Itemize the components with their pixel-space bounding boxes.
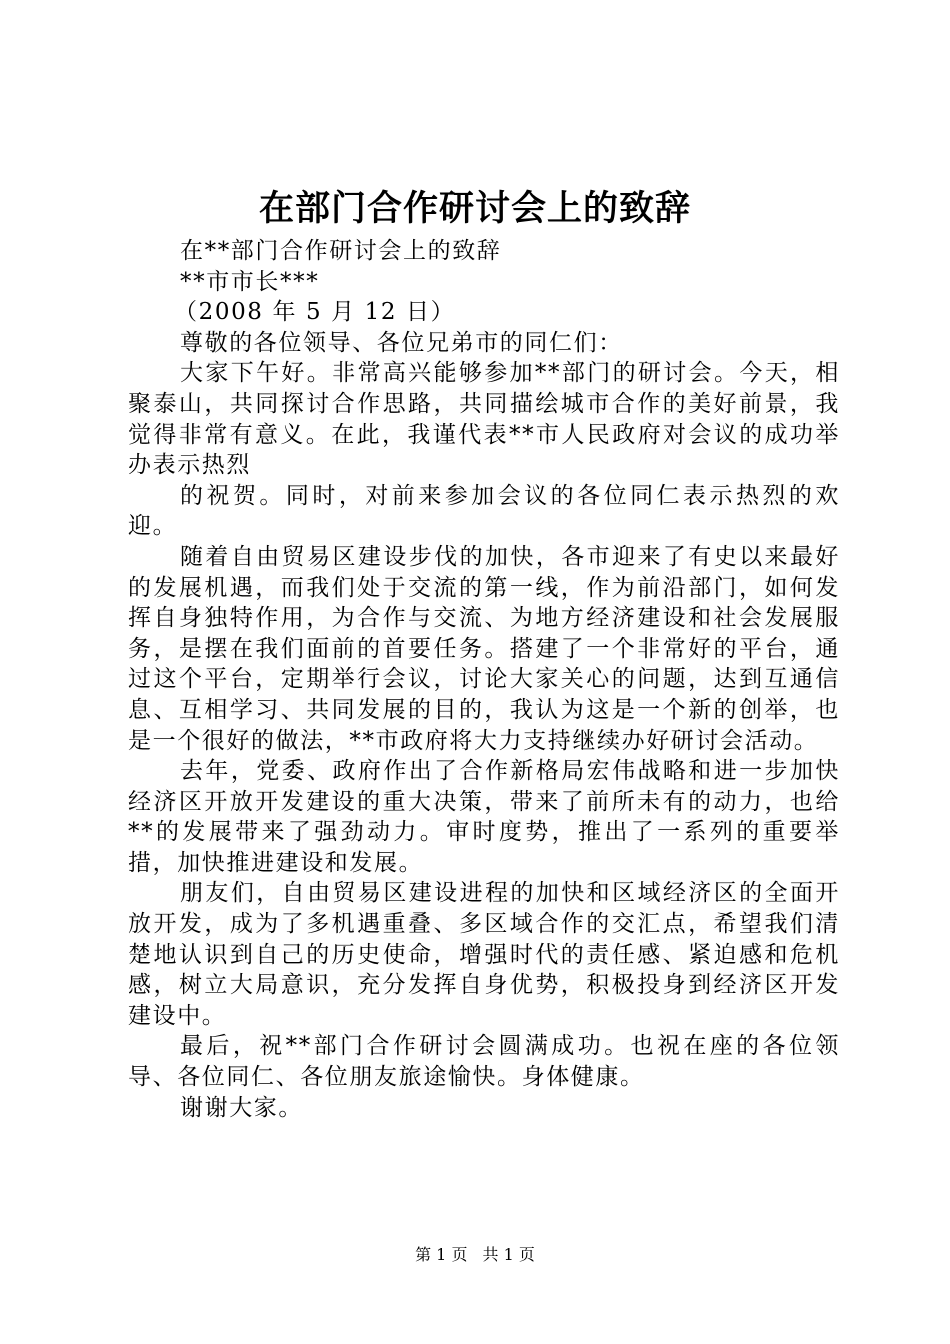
- paragraph: 朋友们，自由贸易区建设进程的加快和区域经济区的全面开放开发，成为了多机遇重叠、多区域合作的交汇点，希望我们清楚地认识到自己的历史使命，增强时代的责任感、紧迫感和危机感，树立大局意识，充分发挥自身优势，积极投身到经济区开发建设中。: [128, 880, 840, 1029]
- paragraph: 去年，党委、政府作出了合作新格局宏伟战略和进一步加快经济区开放开发建设的重大决策，带来了前所未有的动力，也给**的发展带来了强劲动力。审时度势，推出了一系列的重要举措，加快推进建设和发展。: [128, 758, 840, 876]
- page-footer: [0, 1244, 950, 1266]
- date-line: （2008 年 5 月 12 日）: [174, 299, 456, 326]
- paragraph: 大家下午好。非常高兴能够参加**部门的研讨会。今天，相聚泰山，共同探讨合作思路，共同描绘城市合作的美好前景，我觉得非常有意义。在此，我谨代表**市人民政府对会议的成功举办表示热烈: [128, 360, 840, 479]
- paragraph: 随着自由贸易区建设步伐的加快，各市迎来了有史以来最好的发展机遇，而我们处于交流的第一线，作为前沿部门，如何发挥自身独特作用，为合作与交流、为地方经济建设和社会发展服务，是摆在我们面前的首要任务。搭建了一个非常好的平台，通过这个平台，定期举行会议，讨论大家关心的问题，达到互通信息、互相学习、共同发展的目的，我认为这是一个新的创举，也是一个很好的做法，**市政府将大力支持继续办好研讨会活动。: [128, 543, 840, 754]
- page-total: 共 1 页: [482, 1245, 535, 1264]
- salutation: 尊敬的各位领导、各位兄弟市的同仁们：: [180, 329, 623, 356]
- page-title: 在部门合作研讨会上的致辞: [258, 188, 691, 229]
- document-body: [128, 236, 840, 1123]
- subtitle: 在**部门合作研讨会上的致辞: [180, 238, 502, 264]
- page-number: 第 1 页: [415, 1245, 468, 1264]
- paragraph: 最后，祝**部门合作研讨会圆满成功。也祝在座的各位领导、各位同仁、各位朋友旅途愉快。身体健康。: [128, 1033, 840, 1091]
- paragraph: 谢谢大家。: [180, 1094, 303, 1121]
- speaker-line: **市市长***: [180, 268, 320, 295]
- paragraph: 的祝贺。同时，对前来参加会议的各位同仁表示热烈的欢迎。: [128, 482, 840, 540]
